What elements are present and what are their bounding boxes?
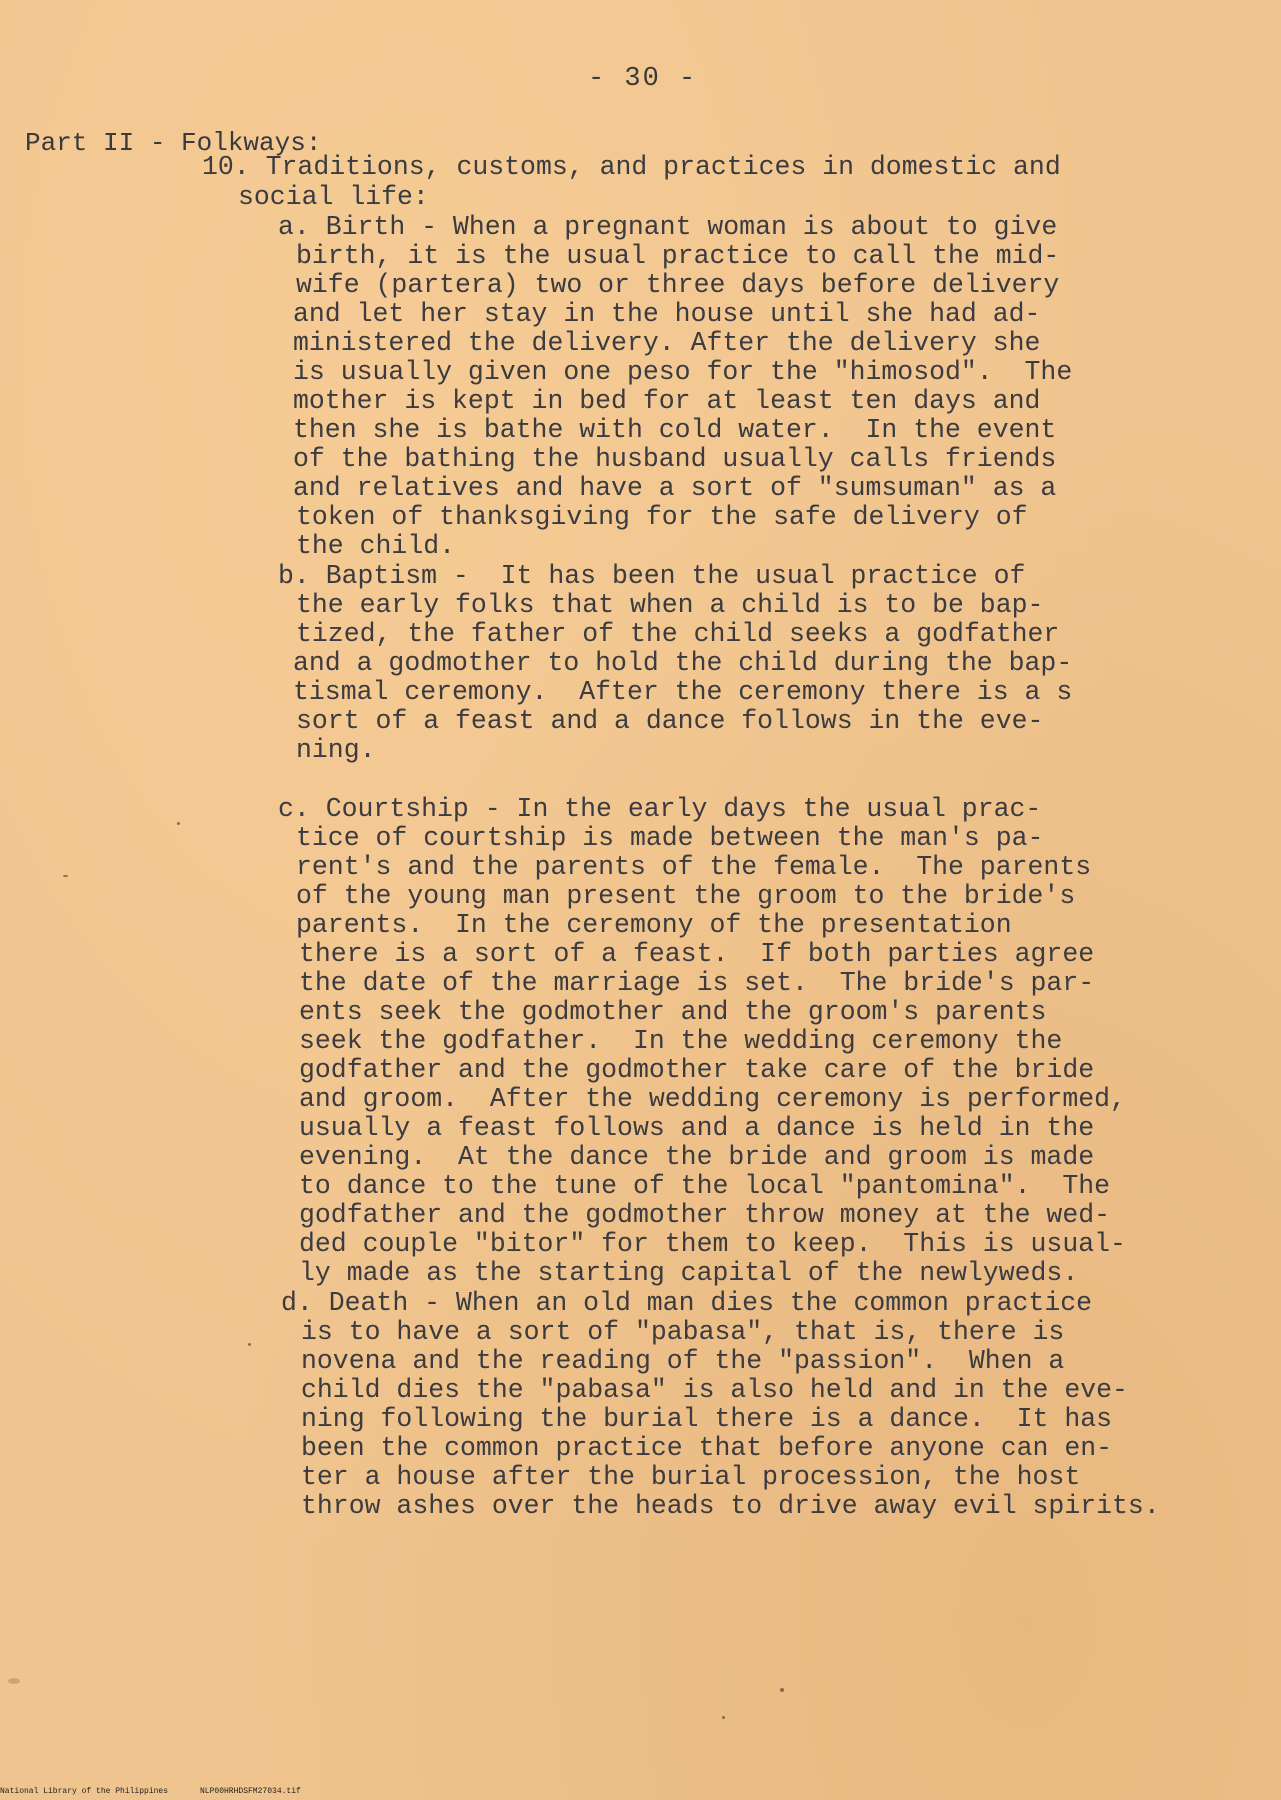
footer-filename: NLP00HRHDSFM27034.tif (200, 1787, 301, 1796)
birth-line: mother is kept in bed for at least ten days and (293, 386, 1041, 416)
part-heading: Part II - Folkways: (25, 128, 322, 158)
courtship-line: godfather and the godmother throw money at the wed- (299, 1200, 1111, 1230)
courtship-line: ded couple "bitor" for them to keep. This is usual- (299, 1229, 1126, 1259)
courtship-line: ents seek the godmother and the groom's parents (299, 997, 1047, 1027)
baptism-line: b. Baptism - It has been the usual practice of (278, 561, 1026, 591)
courtship-line: the date of the marriage is set. The bride's par- (299, 968, 1095, 998)
paper-stain (8, 1678, 20, 1684)
death-line: throw ashes over the heads to drive away evil spirits. (301, 1491, 1160, 1521)
courtship-line: godfather and the godmother take care of the bride (299, 1055, 1095, 1085)
baptism-line: tized, the father of the child seeks a godfather (296, 619, 1060, 649)
courtship-line: seek the godfather. In the wedding ceremony the (299, 1026, 1063, 1056)
death-line: child dies the "pabasa" is also held and in the eve- (301, 1375, 1128, 1405)
baptism-line: and a godmother to hold the child during the bap- (293, 648, 1073, 678)
courtship-line: ly made as the starting capital of the newlyweds. (299, 1258, 1079, 1288)
birth-line: wife (partera) two or three days before delivery (296, 270, 1060, 300)
baptism-line: the early folks that when a child is to be bap- (296, 590, 1044, 620)
death-line: ter a house after the burial procession, the host (301, 1462, 1081, 1492)
courtship-line: evening. At the dance the bride and groom is made (299, 1142, 1095, 1172)
birth-line: and let her stay in the house until she had ad- (293, 299, 1041, 329)
baptism-line: sort of a feast and a dance follows in the eve- (296, 706, 1044, 736)
courtship-line: of the young man present the groom to the bride's (296, 881, 1076, 911)
courtship-line: and groom. After the wedding ceremony is performed, (299, 1084, 1126, 1114)
section-title-line: social life: (238, 182, 429, 212)
section-title-line: 10. Traditions, customs, and practices in domestic and (202, 152, 1061, 182)
birth-line: and relatives and have a sort of "sumsuman" as a (293, 473, 1057, 503)
baptism-line: ning. (296, 735, 376, 765)
paper-speck (177, 822, 180, 825)
death-line: been the common practice that before anyone can en- (301, 1433, 1113, 1463)
birth-line: the child. (296, 531, 456, 561)
birth-line: of the bathing the husband usually calls friends (293, 444, 1057, 474)
courtship-line: tice of courtship is made between the man's pa- (296, 823, 1044, 853)
courtship-line: to dance to the tune of the local "pantomina". The (299, 1171, 1111, 1201)
page-number: - 30 - (588, 64, 698, 94)
birth-line: ministered the delivery. After the delivery she (293, 328, 1041, 358)
death-line: ning following the burial there is a dance. It has (301, 1404, 1113, 1434)
paper-speck (780, 1688, 784, 1692)
death-line: is to have a sort of "pabasa", that is, there is (301, 1317, 1065, 1347)
courtship-line: parents. In the ceremony of the presentation (296, 910, 1012, 940)
courtship-line: rent's and the parents of the female. The parents (296, 852, 1092, 882)
paper-speck (722, 1716, 725, 1719)
birth-line: is usually given one peso for the "himosod". The (293, 357, 1073, 387)
footer-source: National Library of the Philippines (0, 1787, 169, 1796)
birth-line: a. Birth - When a pregnant woman is about to give (278, 212, 1058, 242)
death-line: novena and the reading of the "passion". When a (301, 1346, 1065, 1376)
paper-speck (63, 875, 68, 877)
courtship-line: there is a sort of a feast. If both parties agree (299, 939, 1095, 969)
courtship-line: c. Courtship - In the early days the usual prac- (278, 794, 1042, 824)
birth-line: token of thanksgiving for the safe delivery of (296, 502, 1028, 532)
birth-line: birth, it is the usual practice to call the mid- (296, 241, 1060, 271)
death-line: d. Death - When an old man dies the common practice (281, 1288, 1093, 1318)
paper-speck (248, 1343, 251, 1346)
courtship-line: usually a feast follows and a dance is held in the (299, 1113, 1095, 1143)
baptism-line: tismal ceremony. After the ceremony there is a s (293, 677, 1073, 707)
birth-line: then she is bathe with cold water. In the event (293, 415, 1057, 445)
